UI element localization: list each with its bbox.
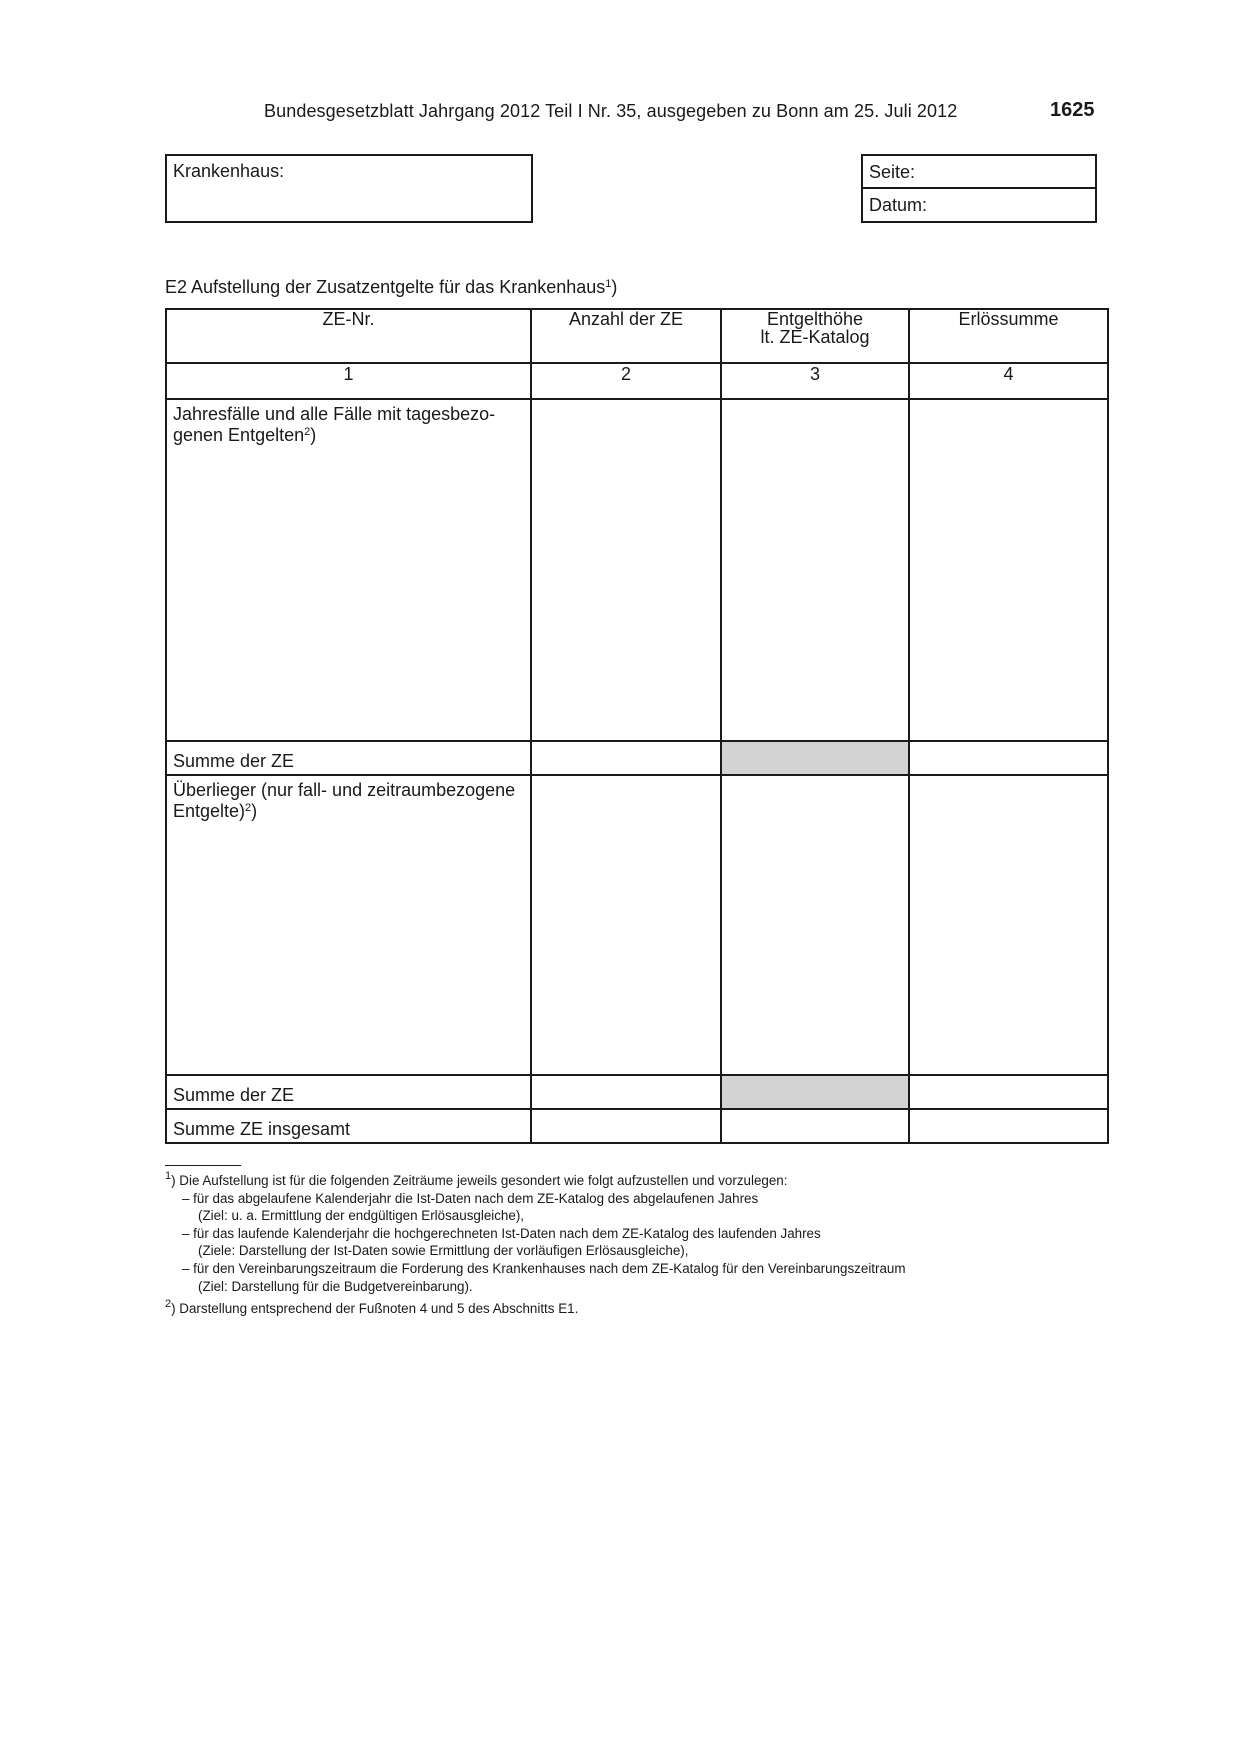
section-ueberlieger-close: )	[251, 801, 258, 821]
input-cell[interactable]	[721, 1109, 909, 1143]
footnote-1-marker: 1	[165, 1170, 172, 1182]
section-jahresfaelle-text: genen Entgelten	[173, 425, 305, 445]
column-number: 1	[166, 363, 531, 399]
input-cell[interactable]	[909, 775, 1108, 1075]
seite-label: Seite:	[869, 162, 916, 182]
footnote-1-item: (Ziel: Darstellung für die Budgetvereinbarung).	[198, 1278, 473, 1294]
caption-text: E2 Aufstellung der Zusatzentgelte für das Krankenhaus	[165, 277, 606, 297]
input-cell[interactable]	[721, 775, 909, 1075]
datum-label: Datum:	[869, 195, 928, 215]
footnote-1-text: ) Die Aufstellung ist für die folgenden Zeiträume jeweils gesondert wie folgt aufzustellen und vorzulegen:	[171, 1173, 788, 1188]
input-cell[interactable]	[909, 1109, 1108, 1143]
header-entgelthoehe-line2: lt. ZE-Katalog	[760, 327, 870, 347]
datum-field[interactable]	[861, 187, 1097, 223]
section-ueberlieger-label	[166, 775, 531, 1075]
sum-row-1	[166, 741, 1108, 775]
section-ueberlieger-text: Entgelte)	[173, 801, 246, 821]
section-ueberlieger-row	[166, 775, 1108, 1075]
footnote-1-item: – für das abgelaufene Kalenderjahr die Ist-Daten nach dem ZE-Katalog des abgelaufenen Jahres	[182, 1190, 759, 1206]
column-number-row	[166, 363, 1108, 399]
footnote-1-item: – für den Vereinbarungszeitraum die Forderung des Krankenhauses nach dem ZE-Katalog für den Vereinbarungszeitraum	[182, 1260, 906, 1276]
shaded-cell	[721, 1075, 909, 1109]
input-cell[interactable]	[531, 399, 721, 741]
total-label: Summe ZE insgesamt	[166, 1109, 531, 1143]
footnote-1-item: – für das laufende Kalenderjahr die hochgerechneten Ist-Daten nach dem ZE-Katalog des laufenden Jahres	[182, 1225, 821, 1241]
shaded-cell	[721, 741, 909, 775]
input-cell[interactable]	[721, 399, 909, 741]
input-cell[interactable]	[909, 1075, 1108, 1109]
header-erloessumme: Erlössumme	[909, 309, 1108, 363]
section-ueberlieger-line1: Überlieger (nur fall- und zeitraumbezogene	[173, 780, 516, 800]
sum-label: Summe der ZE	[166, 741, 531, 775]
input-cell[interactable]	[531, 1075, 721, 1109]
caption-footnote-ref: 1	[605, 278, 612, 290]
footnote-2-marker: 2	[165, 1298, 172, 1311]
footnote-2	[165, 1300, 1065, 1318]
section-jahresfaelle-close: )	[310, 425, 317, 445]
section-jahresfaelle-label	[166, 399, 531, 741]
section-jahresfaelle-footnote-ref: 2	[304, 426, 311, 438]
caption-close: )	[611, 277, 618, 297]
input-cell[interactable]	[909, 399, 1108, 741]
input-cell[interactable]	[531, 1109, 721, 1143]
total-row	[166, 1109, 1108, 1143]
column-number: 4	[909, 363, 1108, 399]
footnotes	[165, 1172, 1065, 1318]
sum-label: Summe der ZE	[166, 1075, 531, 1109]
header-anzahl: Anzahl der ZE	[531, 309, 721, 363]
column-number: 3	[721, 363, 909, 399]
footnote-2-text: ) Darstellung entsprechend der Fußnoten 4 und 5 des Abschnitts E1.	[171, 1301, 579, 1317]
header-entgelthoehe-line1: Entgelthöhe	[766, 309, 864, 329]
header-row	[166, 309, 1108, 363]
section-ueberlieger-footnote-ref: 2	[245, 802, 252, 814]
table-caption	[165, 277, 617, 298]
section-jahresfaelle-line1: Jahresfälle und alle Fälle mit tagesbezo-	[173, 404, 496, 424]
seite-field[interactable]	[861, 154, 1097, 189]
footnote-1-item: (Ziele: Darstellung der Ist-Daten sowie Ermittlung der vorläufigen Erlösausgleiche),	[198, 1243, 689, 1259]
section-jahresfaelle-row	[166, 399, 1108, 741]
input-cell[interactable]	[531, 741, 721, 775]
footnote-1	[165, 1172, 1065, 1190]
footnote-divider	[165, 1165, 241, 1166]
input-cell[interactable]	[909, 741, 1108, 775]
header-entgelthoehe	[721, 309, 909, 363]
column-number: 2	[531, 363, 721, 399]
input-cell[interactable]	[531, 775, 721, 1075]
footnote-1-item: (Ziel: u. a. Ermittlung der endgültigen Erlösausgleiche),	[198, 1208, 525, 1224]
header-ze-nr: ZE-Nr.	[166, 309, 531, 363]
sum-row-2	[166, 1075, 1108, 1109]
krankenhaus-field[interactable]	[165, 154, 533, 223]
section-jahresfaelle-line2	[173, 425, 524, 446]
krankenhaus-label: Krankenhaus:	[173, 161, 285, 181]
running-title: Bundesgesetzblatt Jahrgang 2012 Teil I Nr. 35, ausgegeben zu Bonn am 25. Juli 2012	[264, 101, 958, 121]
ze-table	[165, 308, 1109, 1144]
section-ueberlieger-line2	[173, 801, 524, 822]
page-number: 1625	[1050, 99, 1095, 121]
